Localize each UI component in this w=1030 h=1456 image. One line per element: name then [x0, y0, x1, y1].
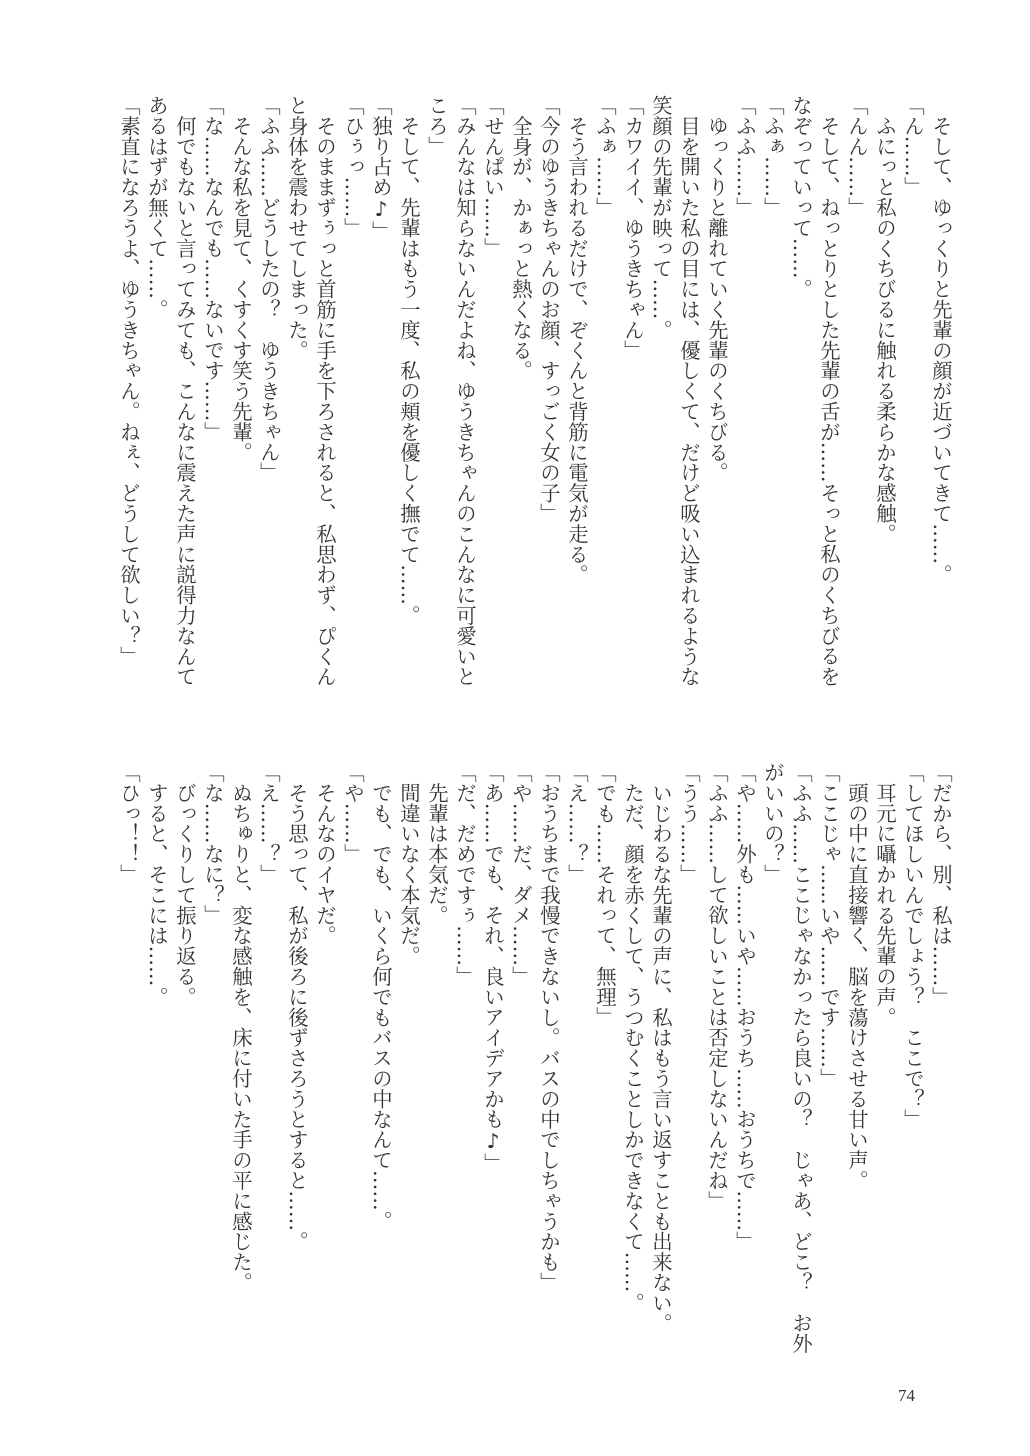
text-line: そう思って、私が後ろに後ずさろうとすると……。 — [285, 762, 309, 1252]
text-line: と身体を震わせてしまった。 — [285, 95, 309, 361]
text-line: 何でもないと言ってみても、こんなに震えた声に説得力なんて — [173, 95, 197, 687]
text-line: そして、ゆっくりと先輩の顔が近づいてきて……。 — [929, 95, 953, 585]
bottom-text-block — [115, 762, 955, 1354]
text-line: 先輩は本気だ。 — [425, 762, 449, 926]
text-line: そして、ねっとりとした先輩の舌が……そっと私のくちびるを — [817, 95, 841, 687]
text-line: 「ん……」 — [901, 95, 925, 197]
text-line: 「ひぅっ……」 — [341, 95, 365, 238]
text-line: 「んん……」 — [845, 95, 869, 218]
text-line: 「ふふ……」 — [733, 95, 757, 218]
text-line: がいいの？」 — [761, 762, 785, 885]
text-line: 「な……なんでも……ないです……」 — [201, 95, 225, 442]
text-line: ふにっと私のくちびるに触れる柔らかな感触。 — [873, 95, 897, 544]
text-line: なぞっていって……。 — [789, 95, 813, 299]
text-line: 「や……外も……いや……おうち……おうちで……」 — [733, 762, 757, 1252]
text-line: 「や……だ、ダメ……」 — [509, 762, 533, 987]
text-line: ころ」 — [425, 95, 449, 157]
text-line: 「うう……」 — [677, 762, 701, 885]
text-line: 耳元に囁かれる先輩の声。 — [873, 762, 897, 1028]
text-line: 「おうちまで我慢できないし。バスの中でしちゃうかも」 — [537, 762, 561, 1293]
text-line: そんな私を見て、くすくす笑う先輩。 — [229, 95, 253, 463]
text-line: でも、でも、いくら何でもバスの中なんて……。 — [369, 762, 393, 1232]
text-line: 頭の中に直接響く、脳を蕩けさせる甘い声。 — [845, 762, 869, 1191]
text-line: 「してほしいんでしょう？ ここで？」 — [901, 762, 925, 1130]
text-line: そう言われるだけで、ぞくんと背筋に電気が走る。 — [565, 95, 589, 585]
text-line: 「せんぱい……」 — [481, 95, 505, 259]
text-line: 「ふふ……して欲しいことは否定しないんだね」 — [705, 762, 729, 1211]
text-line: 「独り占め♪」 — [369, 95, 393, 242]
text-line: 目を開いた私の目には、優しくて、だけど吸い込まれるような — [677, 95, 701, 687]
text-line: ゆっくりと離れていく先輩のくちびる。 — [705, 95, 729, 483]
top-text-block — [115, 95, 955, 687]
text-line: 「素直になろうよ、ゆうきちゃん。ねぇ、どうして欲しい？」 — [117, 95, 141, 667]
text-line: 「え……？」 — [565, 762, 589, 885]
text-line: 「ひっ！！」 — [117, 762, 141, 885]
text-line: 「ふぁ……」 — [593, 95, 617, 218]
text-line: 「ここじゃ……いや……です……」 — [817, 762, 841, 1089]
text-line: 間違いなく本気だ。 — [397, 762, 421, 966]
text-line: 笑顔の先輩が映って……。 — [649, 95, 673, 340]
text-line: いじわるな先輩の声に、私はもう言い返すことも出来ない。 — [649, 762, 673, 1334]
text-line: 「でも……それって、無理」 — [593, 762, 617, 1028]
text-line: そんなのイヤだ。 — [313, 762, 337, 946]
text-line: すると、そこには……。 — [145, 762, 169, 1007]
text-line: 全身が、かぁっと熱くなる。 — [509, 95, 533, 381]
text-line: 「だ、だめですぅ……」 — [453, 762, 477, 987]
text-line: そして、先輩はもう一度、私の頬を優しく撫でて……。 — [397, 95, 421, 626]
text-line: びっくりして振り返る。 — [173, 762, 197, 1007]
text-line: 「あ……でも、それ、良いアイデアかも♪」 — [481, 762, 505, 1174]
text-line: 「みんなは知らないんだよね、ゆうきちゃんのこんなに可愛いと — [453, 95, 477, 687]
text-line: 「ふふ……どうしたの？ ゆうきちゃん」 — [257, 95, 281, 483]
text-line: 「だから、別、私は……」 — [929, 762, 953, 1007]
text-line: あるはずが無くて……。 — [145, 95, 169, 320]
text-line: 「な……なに？」 — [201, 762, 225, 926]
text-line: 「ふふ……ここじゃなかったら良いの？ じゃあ、どこ？ お外 — [789, 762, 813, 1354]
text-line: ただ、顔を赤くして、うつむくことしかできなくて……。 — [621, 762, 645, 1313]
text-line: そのままずぅっと首筋に手を下ろされると、私思わず、ぴくん — [313, 95, 337, 687]
text-line: 「今のゆうきちゃんのお顔、すっごく女の子」 — [537, 95, 561, 524]
text-line: 「や……」 — [341, 762, 365, 864]
text-line: ぬちゅりと、変な感触を、床に付いた手の平に感じた。 — [229, 762, 253, 1293]
page-number: 74 — [898, 1386, 915, 1405]
text-line: 「カワイイ、ゆうきちゃん」 — [621, 95, 645, 361]
text-line: 「ふぁ……」 — [761, 95, 785, 218]
text-line: 「え……？」 — [257, 762, 281, 885]
